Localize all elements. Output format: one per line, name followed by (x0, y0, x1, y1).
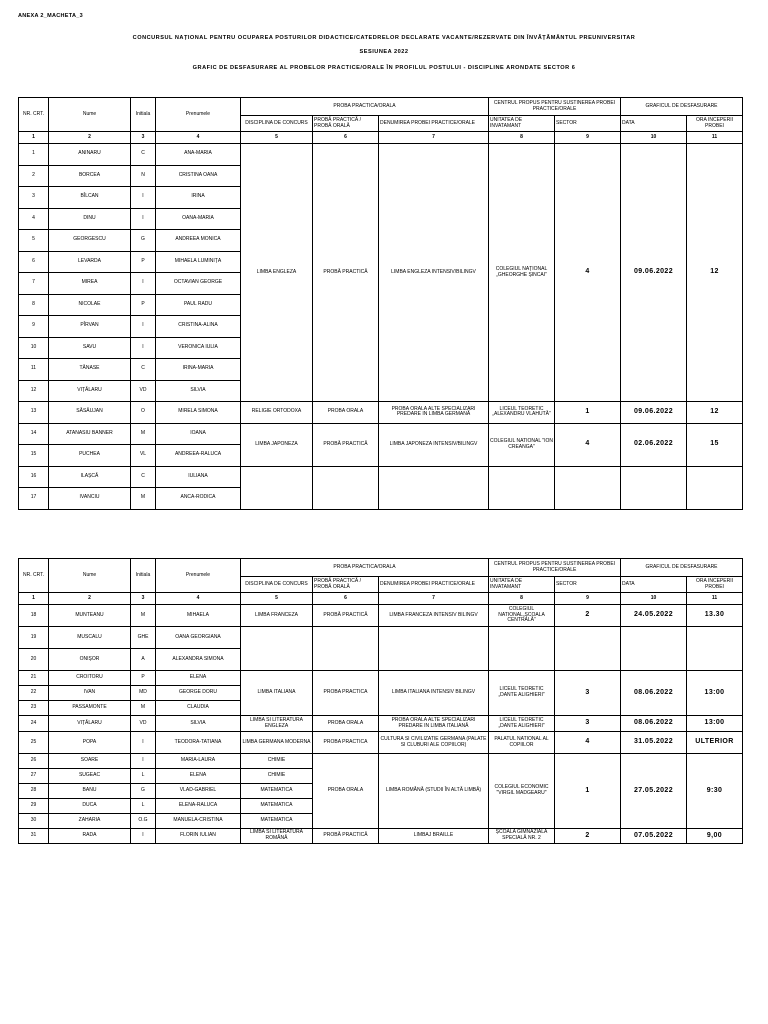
empty-cell (621, 466, 687, 509)
header-proba-group: PROBA PRACTICA/ORALA (241, 559, 489, 577)
row-denumire: PROBA ORALA ALTE SPECIALIZARI PREDARE IN LIMBA ITALIANĂ (379, 716, 489, 732)
header-ora: ORA INCEPERII PROBEI (687, 577, 743, 593)
row-nume: ATANASIU BANNER (49, 423, 131, 445)
document-title: CONCURSUL NAȚIONAL PENTRU OCUPAREA POSTURILOR DIDACTICE/CATEDRELOR DECLARATE VACANTE/REZERVATE DIN ÎNVĂȚĂMÂNTUL PREUNIVERSITAR (132, 35, 636, 41)
table-row (19, 716, 743, 732)
row-prenume: ANCA-RODICA (156, 488, 241, 510)
row-sector: 4 (555, 732, 621, 754)
row-data: 09.06.2022 (621, 402, 687, 424)
row-initiala: L (131, 799, 156, 814)
row-proba-tip: PROBA ORALA (313, 754, 379, 829)
row-prenume: OCTAVIAN GEORGE (156, 273, 241, 295)
row-nr: 10 (19, 337, 49, 359)
row-initiala: M (131, 423, 156, 445)
header-nume: Nume (49, 559, 131, 593)
row-prenume: IRINA (156, 187, 241, 209)
column-number: 5 (241, 132, 313, 144)
row-sector: 2 (555, 829, 621, 844)
header-grafic-group: GRAFICUL DE DESFASURARE (621, 559, 743, 577)
row-prenume: TEODORA-TATIANA (156, 732, 241, 754)
row-initiala: G (131, 230, 156, 252)
column-number: 9 (555, 593, 621, 605)
row-nr: 18 (19, 605, 49, 627)
row-nr: 9 (19, 316, 49, 338)
row-nume: SUGEAC (49, 769, 131, 784)
row-sector: 3 (555, 671, 621, 716)
row-nume: PÎRVAN (49, 316, 131, 338)
column-number: 11 (687, 132, 743, 144)
row-nr: 22 (19, 686, 49, 701)
column-number: 8 (489, 593, 555, 605)
header-denumirea: DENUMIREA PROBEI PRACTICE/ORALE (379, 116, 489, 132)
row-ora: 13.30 (687, 605, 743, 627)
row-initiala: VL (131, 445, 156, 467)
column-number: 7 (379, 593, 489, 605)
column-number: 7 (379, 132, 489, 144)
row-sector: 4 (555, 144, 621, 402)
empty-cell (241, 466, 313, 509)
row-nume: ANINARU (49, 144, 131, 166)
row-prenume: ALEXANDRA SIMONA (156, 649, 241, 671)
table-row (19, 402, 743, 424)
row-nume: ILAȘCĂ (49, 466, 131, 488)
row-data: 24.05.2022 (621, 605, 687, 627)
row-denumire: LIMBA FRANCEZA INTENSIV BILINGV (379, 605, 489, 627)
row-nume: BÎLCAN (49, 187, 131, 209)
row-nume: TĂNASE (49, 359, 131, 381)
row-data: 07.05.2022 (621, 829, 687, 844)
row-nr: 21 (19, 671, 49, 686)
row-disciplina: LIMBA JAPONEZA (241, 423, 313, 466)
empty-cell (555, 627, 621, 671)
row-data: 27.05.2022 (621, 754, 687, 829)
row-initiala: A (131, 649, 156, 671)
row-nr: 27 (19, 769, 49, 784)
row-disciplina: LIMBA FRANCEZA (241, 605, 313, 627)
row-nume: IVAN (49, 686, 131, 701)
row-unitate: LICEUL TEORETIC „DANTE ALIGHIERI” (489, 671, 555, 716)
row-nr: 25 (19, 732, 49, 754)
row-proba-tip: PROBĂ PRACTICĂ (313, 605, 379, 627)
row-initiala: I (131, 337, 156, 359)
row-disciplina: MATEMATICA (241, 784, 313, 799)
row-nume: MIREA (49, 273, 131, 295)
row-data: 08.06.2022 (621, 716, 687, 732)
row-prenume: MIHAELA (156, 605, 241, 627)
header-proba-tip: PROBĂ PRACTICĂ / PROBĂ ORALĂ (313, 577, 379, 593)
row-prenume: CLAUDIA (156, 701, 241, 716)
row-data: 31.05.2022 (621, 732, 687, 754)
row-nr: 8 (19, 294, 49, 316)
row-nr: 5 (19, 230, 49, 252)
row-prenume: IULIANA (156, 466, 241, 488)
row-nume: LEVARDA (49, 251, 131, 273)
column-number: 8 (489, 132, 555, 144)
row-nume: MUSCALU (49, 627, 131, 649)
header-data: DATA (621, 577, 687, 593)
header-sector: SECTOR (555, 116, 621, 132)
row-nr: 31 (19, 829, 49, 844)
row-sector: 1 (555, 754, 621, 829)
row-prenume: SILVIA (156, 716, 241, 732)
column-number: 4 (156, 132, 241, 144)
column-number: 3 (131, 132, 156, 144)
row-prenume: MARIA-LAURA (156, 754, 241, 769)
row-sector: 3 (555, 716, 621, 732)
row-sector: 1 (555, 402, 621, 424)
row-nume: CROITORU (49, 671, 131, 686)
row-denumire: PROBA ORALA ALTE SPECIALIZARI PREDARE IN LIMBA GERMANĂ (379, 402, 489, 424)
annex-label: ANEXA 2_MACHETA_3 (18, 13, 84, 19)
row-initiala: I (131, 187, 156, 209)
row-initiala: C (131, 144, 156, 166)
row-prenume: ELENA (156, 671, 241, 686)
row-nr: 24 (19, 716, 49, 732)
table-row (19, 466, 743, 488)
header-disciplina: DISCIPLINA DE CONCURS (241, 577, 313, 593)
header-centrul-group: CENTRUL PROPUS PENTRU SUSTINEREA PROBEI PRACTICE/ORALE (489, 98, 621, 116)
empty-cell (313, 627, 379, 671)
row-initiala: O (131, 402, 156, 424)
header-unitatea: UNITATEA DE INVATAMANT (489, 116, 555, 132)
row-nr: 14 (19, 423, 49, 445)
row-denumire: LIMBAJ BRAILLE (379, 829, 489, 844)
header-prenumele: Prenumele (156, 98, 241, 132)
row-initiala: M (131, 488, 156, 510)
row-initiala: I (131, 732, 156, 754)
row-initiala: MD (131, 686, 156, 701)
row-prenume: IOANA (156, 423, 241, 445)
row-initiala: M (131, 605, 156, 627)
row-nume: NICOLAE (49, 294, 131, 316)
row-prenume: SILVIA (156, 380, 241, 402)
row-nr: 30 (19, 814, 49, 829)
row-denumire: LIMBA JAPONEZA INTENSIV/BILINGV (379, 423, 489, 466)
row-initiala: M (131, 701, 156, 716)
row-disciplina: MATEMATICA (241, 814, 313, 829)
row-prenume: OANA-MARIA (156, 208, 241, 230)
row-initiala: P (131, 251, 156, 273)
header-proba-tip: PROBĂ PRACTICĂ / PROBĂ ORALĂ (313, 116, 379, 132)
row-disciplina: LIMBA SI LITERATURA ROMÂNĂ (241, 829, 313, 844)
row-disciplina: LIMBA SI LITERATURA ENGLEZA (241, 716, 313, 732)
table-row (19, 829, 743, 844)
column-number: 9 (555, 132, 621, 144)
empty-cell (687, 466, 743, 509)
row-nr: 26 (19, 754, 49, 769)
row-initiala: I (131, 754, 156, 769)
row-nr: 20 (19, 649, 49, 671)
column-number: 1 (19, 593, 49, 605)
row-prenume: VERONICA IULIA (156, 337, 241, 359)
header-initiala: Initiala (131, 559, 156, 593)
row-nume: GEORGESCU (49, 230, 131, 252)
row-prenume: MIRELA SIMONA (156, 402, 241, 424)
row-nume: SOARE (49, 754, 131, 769)
row-disciplina: CHIMIE (241, 754, 313, 769)
empty-cell (687, 627, 743, 671)
header-grafic-group: GRAFICUL DE DESFASURARE (621, 98, 743, 116)
header-sector: SECTOR (555, 577, 621, 593)
row-initiala: I (131, 273, 156, 295)
table-row (19, 605, 743, 627)
schedule-subtitle: GRAFIC DE DESFASURARE AL PROBELOR PRACTICE/ORALE ÎN PROFILUL POSTULUI - DISCIPLINE ARONDATE SECTOR 6 (192, 65, 576, 71)
schedule-table-2 (18, 558, 743, 844)
session-label: SESIUNEA 2022 (359, 49, 409, 55)
row-ora: 13:00 (687, 716, 743, 732)
row-unitate: COLEGIUL ECONOMIC "VIRGIL MADGEARU" (489, 754, 555, 829)
column-number: 11 (687, 593, 743, 605)
table-row (19, 732, 743, 754)
row-data: 09.06.2022 (621, 144, 687, 402)
column-number: 4 (156, 593, 241, 605)
row-denumire: LIMBA ITALIANA INTENSIV BILINGV (379, 671, 489, 716)
row-prenume: VLAD-GABRIEL (156, 784, 241, 799)
empty-cell (489, 627, 555, 671)
header-disciplina: DISCIPLINA DE CONCURS (241, 116, 313, 132)
row-nume: ONIȘOR (49, 649, 131, 671)
header-proba-group: PROBA PRACTICA/ORALA (241, 98, 489, 116)
column-number: 2 (49, 593, 131, 605)
row-nr: 17 (19, 488, 49, 510)
row-prenume: ANDREEA-RALUCA (156, 445, 241, 467)
row-nr: 4 (19, 208, 49, 230)
row-nr: 16 (19, 466, 49, 488)
row-nr: 23 (19, 701, 49, 716)
row-nr: 12 (19, 380, 49, 402)
row-disciplina: LIMBA ENGLEZA (241, 144, 313, 402)
column-number: 1 (19, 132, 49, 144)
row-ora: 12 (687, 144, 743, 402)
row-prenume: FLORIN IULIAN (156, 829, 241, 844)
column-number: 3 (131, 593, 156, 605)
table-row (19, 671, 743, 686)
column-number: 10 (621, 132, 687, 144)
row-nume: DINU (49, 208, 131, 230)
row-nr: 3 (19, 187, 49, 209)
row-nume: SĂSĂUJAN (49, 402, 131, 424)
row-proba-tip: PROBA PRACTICA (313, 732, 379, 754)
row-initiala: O.G (131, 814, 156, 829)
row-disciplina: LIMBA GERMANA MODERNA (241, 732, 313, 754)
row-proba-tip: PROBA ORALA (313, 716, 379, 732)
column-number: 10 (621, 593, 687, 605)
header-denumirea: DENUMIREA PROBEI PRACTICE/ORALE (379, 577, 489, 593)
schedule-table-1 (18, 97, 743, 510)
row-prenume: GEORGE DORU (156, 686, 241, 701)
row-denumire: CULTURA SI CIVILIZATIE GERMANA (PALATE SI CLUBURI ALE COPIILOR) (379, 732, 489, 754)
row-nr: 7 (19, 273, 49, 295)
row-data: 02.06.2022 (621, 423, 687, 466)
row-nr: 13 (19, 402, 49, 424)
row-denumire: LIMBA ROMÂNĂ (STUDII ÎN ALTĂ LIMBĂ) (379, 754, 489, 829)
row-prenume: ELENA (156, 769, 241, 784)
table-row (19, 627, 743, 649)
row-ora: 9:30 (687, 754, 743, 829)
row-initiala: P (131, 671, 156, 686)
empty-cell (379, 627, 489, 671)
row-nume: RADA (49, 829, 131, 844)
row-prenume: IRINA-MARIA (156, 359, 241, 381)
row-nume: SAVU (49, 337, 131, 359)
header-ora: ORA INCEPERII PROBEI (687, 116, 743, 132)
row-unitate: COLEGIUL NAȚIONAL „GHEORGHE ȘINCAI” (489, 144, 555, 402)
row-initiala: L (131, 769, 156, 784)
header-nr-crt: NR. CRT. (19, 559, 49, 593)
table-row (19, 144, 743, 166)
row-ora: 12 (687, 402, 743, 424)
row-nr: 2 (19, 165, 49, 187)
column-number: 2 (49, 132, 131, 144)
row-prenume: OANA GEORGIANA (156, 627, 241, 649)
header-nume: Nume (49, 98, 131, 132)
row-prenume: MANUELA-CRISTINA (156, 814, 241, 829)
row-proba-tip: PROBA ORALA (313, 402, 379, 424)
empty-cell (489, 466, 555, 509)
row-unitate: PALATUL NATIONAL AL COPIILOR (489, 732, 555, 754)
row-nr: 28 (19, 784, 49, 799)
row-nr: 29 (19, 799, 49, 814)
header-prenumele: Prenumele (156, 559, 241, 593)
row-initiala: VD (131, 380, 156, 402)
row-nume: PUCHEA (49, 445, 131, 467)
row-initiala: I (131, 208, 156, 230)
row-disciplina: MATEMATICA (241, 799, 313, 814)
row-initiala: VD (131, 716, 156, 732)
row-ora: 13:00 (687, 671, 743, 716)
table-row (19, 423, 743, 445)
row-nume: PASSAMONTE (49, 701, 131, 716)
row-prenume: CRISTINA OANA (156, 165, 241, 187)
row-unitate: ȘCOALA GIMNAZIALĂ SPECIALĂ NR. 2 (489, 829, 555, 844)
row-prenume: ANDREEA MONICA (156, 230, 241, 252)
row-denumire: LIMBA ENGLEZA INTENSIV/BILINGV (379, 144, 489, 402)
empty-cell (555, 466, 621, 509)
row-ora: 9,00 (687, 829, 743, 844)
row-unitate: COLEGIUL NATIONAL„ȘCOALA CENTRALĂ” (489, 605, 555, 627)
row-prenume: PAUL RADU (156, 294, 241, 316)
row-proba-tip: PROBĂ PRACTICĂ (313, 144, 379, 402)
row-nr: 11 (19, 359, 49, 381)
row-prenume: ANA-MARIA (156, 144, 241, 166)
row-nr: 1 (19, 144, 49, 166)
row-proba-tip: PROBĂ PRACTICĂ (313, 829, 379, 844)
row-initiala: I (131, 829, 156, 844)
row-data: 08.06.2022 (621, 671, 687, 716)
row-nume: POPA (49, 732, 131, 754)
header-nr-crt: NR. CRT. (19, 98, 49, 132)
header-unitatea: UNITATEA DE INVATAMANT (489, 577, 555, 593)
row-initiala: I (131, 316, 156, 338)
row-prenume: MIHAELA LUMINIȚA (156, 251, 241, 273)
column-number: 6 (313, 593, 379, 605)
row-disciplina: CHIMIE (241, 769, 313, 784)
header-centrul-group: CENTRUL PROPUS PENTRU SUSTINEREA PROBEI PRACTICE/ORALE (489, 559, 621, 577)
row-initiala: P (131, 294, 156, 316)
row-prenume: ELENA-RALUCA (156, 799, 241, 814)
header-initiala: Initiala (131, 98, 156, 132)
row-disciplina: RELIGIE ORTODOXA (241, 402, 313, 424)
row-initiala: G (131, 784, 156, 799)
row-nume: IVANCIU (49, 488, 131, 510)
row-sector: 2 (555, 605, 621, 627)
row-initiala: N (131, 165, 156, 187)
row-ora: ULTERIOR (687, 732, 743, 754)
empty-cell (241, 627, 313, 671)
row-nume: VIȚĂLARU (49, 716, 131, 732)
empty-cell (313, 466, 379, 509)
row-nume: BORCEA (49, 165, 131, 187)
row-nume: DUCA (49, 799, 131, 814)
row-sector: 4 (555, 423, 621, 466)
header-data: DATA (621, 116, 687, 132)
empty-cell (621, 627, 687, 671)
row-nume: ZAHARIA (49, 814, 131, 829)
empty-cell (379, 466, 489, 509)
row-nume: BANU (49, 784, 131, 799)
row-unitate: LICEUL TEORETIC „ALEXANDRU VLAHUTĂ” (489, 402, 555, 424)
row-unitate: LICEUL TEORETIC „DANTE ALIGHIERI” (489, 716, 555, 732)
row-initiala: C (131, 466, 156, 488)
row-prenume: CRISTINA-ALINA (156, 316, 241, 338)
row-unitate: COLEGIUL NATIONAL "ION CREANGA" (489, 423, 555, 466)
column-number: 6 (313, 132, 379, 144)
row-nume: MUNTEANU (49, 605, 131, 627)
row-disciplina: LIMBA ITALIANA (241, 671, 313, 716)
row-ora: 15 (687, 423, 743, 466)
row-proba-tip: PROBĂ PRACTICĂ (313, 423, 379, 466)
row-initiala: C (131, 359, 156, 381)
row-nr: 15 (19, 445, 49, 467)
row-proba-tip: PROBA PRACTICA (313, 671, 379, 716)
row-nume: VIȚĂLARU (49, 380, 131, 402)
row-nr: 6 (19, 251, 49, 273)
table-row (19, 754, 743, 769)
column-number: 5 (241, 593, 313, 605)
row-initiala: GHE (131, 627, 156, 649)
row-nr: 19 (19, 627, 49, 649)
